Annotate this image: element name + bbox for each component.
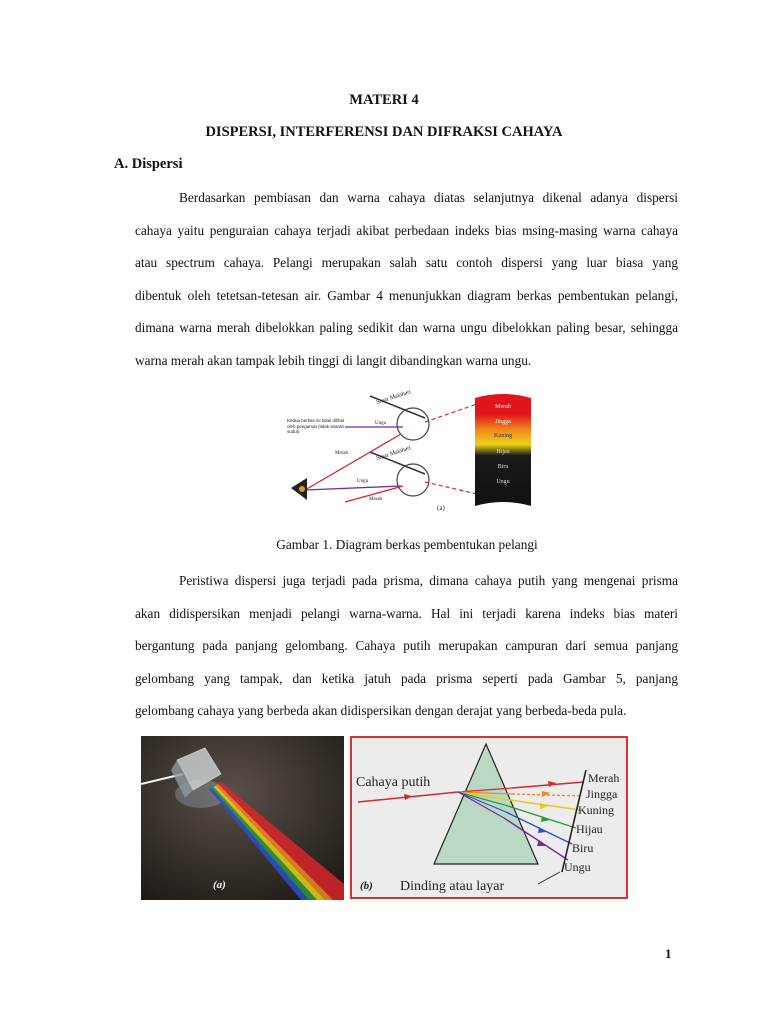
paragraph-line: cahaya yaitu penguraian cahaya terjadi akibat perbedaan indeks bias msing-masing warna cahaya (135, 222, 678, 238)
color-label: Biru (572, 841, 594, 855)
panel-label: (b) (360, 880, 373, 892)
paragraph-line: Berdasarkan pembiasan dan warna cahaya diatas selanjutnya dikenal adanya dispersi (179, 190, 678, 205)
spectrum-label: Biru (497, 464, 509, 470)
ray-label: Merah (369, 497, 383, 502)
ray-label: Ungu (357, 479, 369, 484)
paragraph-line: gelombang yang tampak, dan ketika jatuh pada prisma seperti pada Gambar 5, panjang (135, 670, 678, 686)
color-label: Jingga (586, 787, 618, 801)
figure-prism-diagram (350, 736, 628, 899)
paragraph-2 (135, 565, 678, 728)
materi-label: MATERI 4 (349, 92, 419, 108)
ray-label: Merah (335, 451, 349, 456)
figure-1-caption: Gambar 1. Diagram berkas pembentukan pelangi (276, 537, 538, 552)
paragraph-line: Peristiwa dispersi juga terjadi pada prisma, dimana cahaya putih yang mengenai prisma (179, 573, 678, 588)
paragraph-1 (135, 182, 678, 378)
screen-label: Dinding atau layar (400, 879, 505, 894)
color-label: Merah (588, 771, 620, 785)
spectrum-label: Merah (495, 404, 511, 410)
panel-label: (a) (213, 879, 226, 891)
paragraph-line: bergantung pada panjang gelombang. Cahaya putih merupakan campuran dari semua panjang (135, 638, 678, 654)
ray-label: Ungu (375, 421, 387, 426)
page-number: 1 (665, 946, 672, 961)
color-label: Kuning (578, 803, 614, 817)
white-light-label: Cahaya putih (356, 775, 431, 790)
spectrum-label: Ungu (496, 479, 510, 485)
figure-prism-photo (141, 736, 344, 900)
spectrum-label: Kuning (494, 433, 512, 439)
paragraph-line: akan didispersikan menjadi pelangi warna-warna. Hal ini terjadi karena indeks bias materi (135, 605, 678, 621)
chapter-title: DISPERSI, INTERFERENSI DAN DIFRAKSI CAHAYA (205, 124, 563, 140)
figure-rainbow-diagram (285, 382, 535, 514)
color-label: Ungu (564, 860, 591, 874)
paragraph-line: dimana warna merah dibelokkan paling sedikit dan warna ungu dibelokkan paling besar, sehingga (135, 320, 678, 336)
ray-label: Sinar Matahari (375, 445, 412, 462)
ray-label: Sinar Matahari (375, 389, 412, 406)
paragraph-line: warna merah akan tampak lebih tinggi di langit dibandingkan warna ungu. (135, 352, 532, 368)
spectrum-label: Hijau (496, 449, 510, 455)
paragraph-line: atau spectrum cahaya. Pelangi merupakan salah satu contoh dispersi yang luar biasa yang (135, 255, 678, 271)
observer-note: Kedua berkas ini tidak dilihat oleh pengamat (tidak searah sudut) (287, 418, 345, 434)
panel-label: (a) (437, 504, 445, 512)
color-label: Hijau (576, 822, 603, 836)
section-heading-dispersi: A. Dispersi (114, 156, 183, 172)
paragraph-line: gelombang cahaya yang berbeda akan didispersikan dengan derajat yang berbeda-beda pula. (135, 703, 627, 719)
paragraph-line: dibentuk oleh tetetsan-tetesan air. Gambar 4 menunjukkan diagram berkas pembentukan pelangi, (135, 287, 678, 303)
spectrum-label: Jingga (495, 419, 511, 425)
